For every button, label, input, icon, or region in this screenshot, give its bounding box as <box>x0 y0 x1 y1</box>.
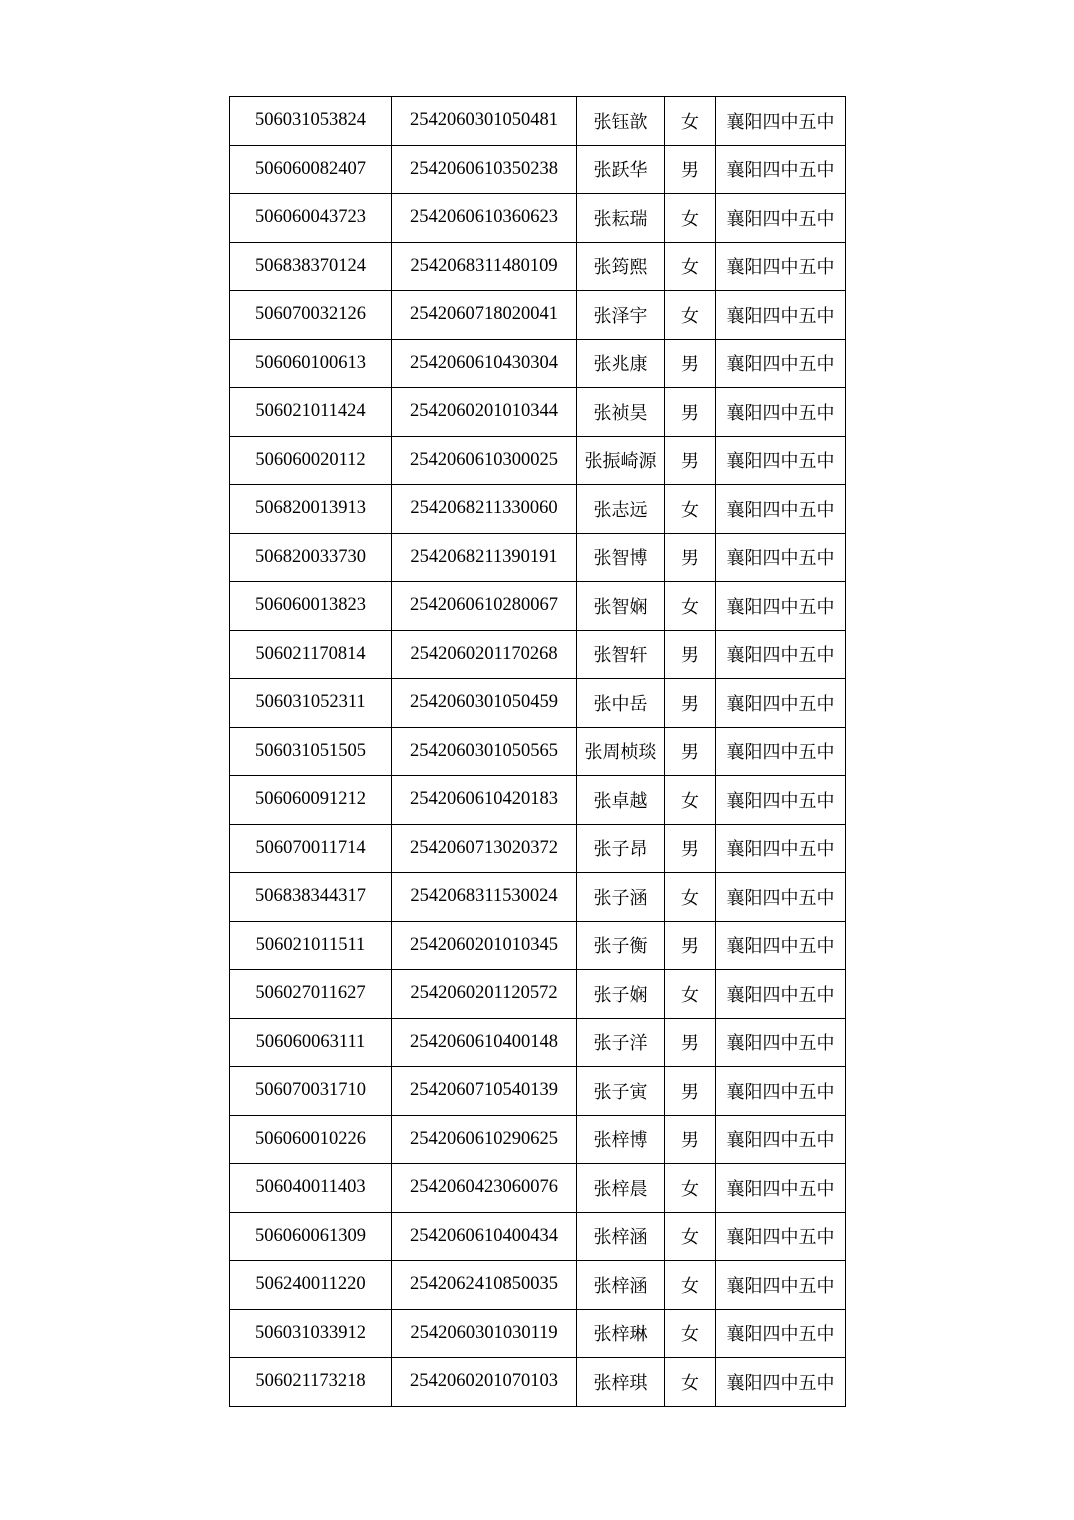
registration-number-cell: 2542060301050481 <box>392 97 577 146</box>
registration-number-cell: 2542068211390191 <box>392 533 577 582</box>
registration-number-cell: 2542060610290625 <box>392 1115 577 1164</box>
gender-cell: 女 <box>665 776 716 825</box>
student-name-cell: 张梓涵 <box>577 1212 665 1261</box>
school-cell: 襄阳四中五中 <box>716 339 846 388</box>
table-row <box>230 1115 846 1164</box>
student-name-cell: 张筠熙 <box>577 242 665 291</box>
student-name-cell: 张泽宇 <box>577 291 665 340</box>
school-cell: 襄阳四中五中 <box>716 1115 846 1164</box>
school-cell: 襄阳四中五中 <box>716 582 846 631</box>
student-name-cell: 张祯昊 <box>577 388 665 437</box>
gender-cell: 女 <box>665 582 716 631</box>
registration-number-cell: 2542060610360623 <box>392 194 577 243</box>
table-row <box>230 630 846 679</box>
school-cell: 襄阳四中五中 <box>716 242 846 291</box>
table-row <box>230 1212 846 1261</box>
school-cell: 襄阳四中五中 <box>716 485 846 534</box>
gender-cell: 女 <box>665 194 716 243</box>
registration-number-cell: 2542060201120572 <box>392 970 577 1019</box>
student-name-cell: 张子洋 <box>577 1018 665 1067</box>
gender-cell: 女 <box>665 1261 716 1310</box>
exam-number-cell: 506021011511 <box>230 921 392 970</box>
student-name-cell: 张周桢琰 <box>577 727 665 776</box>
school-cell: 襄阳四中五中 <box>716 776 846 825</box>
table-row <box>230 145 846 194</box>
table-row <box>230 388 846 437</box>
registration-number-cell: 2542060610400434 <box>392 1212 577 1261</box>
student-name-cell: 张中岳 <box>577 679 665 728</box>
exam-number-cell: 506820013913 <box>230 485 392 534</box>
registration-number-cell: 2542060610300025 <box>392 436 577 485</box>
registration-number-cell: 2542068211330060 <box>392 485 577 534</box>
registration-number-cell: 2542068311480109 <box>392 242 577 291</box>
exam-number-cell: 506070031710 <box>230 1067 392 1116</box>
table-row <box>230 97 846 146</box>
student-name-cell: 张钰歆 <box>577 97 665 146</box>
table-row <box>230 776 846 825</box>
gender-cell: 女 <box>665 873 716 922</box>
registration-number-cell: 2542060610400148 <box>392 1018 577 1067</box>
student-name-cell: 张子娴 <box>577 970 665 1019</box>
school-cell: 襄阳四中五中 <box>716 533 846 582</box>
registration-number-cell: 2542060718020041 <box>392 291 577 340</box>
exam-number-cell: 506060100613 <box>230 339 392 388</box>
gender-cell: 女 <box>665 1164 716 1213</box>
student-name-cell: 张跃华 <box>577 145 665 194</box>
student-name-cell: 张梓琳 <box>577 1309 665 1358</box>
exam-number-cell: 506060063111 <box>230 1018 392 1067</box>
table-row <box>230 1261 846 1310</box>
registration-number-cell: 2542060201010345 <box>392 921 577 970</box>
school-cell: 襄阳四中五中 <box>716 1018 846 1067</box>
gender-cell: 男 <box>665 388 716 437</box>
gender-cell: 男 <box>665 727 716 776</box>
school-cell: 襄阳四中五中 <box>716 679 846 728</box>
school-cell: 襄阳四中五中 <box>716 1067 846 1116</box>
gender-cell: 男 <box>665 533 716 582</box>
gender-cell: 男 <box>665 339 716 388</box>
school-cell: 襄阳四中五中 <box>716 1261 846 1310</box>
gender-cell: 女 <box>665 291 716 340</box>
registration-number-cell: 2542068311530024 <box>392 873 577 922</box>
student-name-cell: 张卓越 <box>577 776 665 825</box>
student-name-cell: 张子寅 <box>577 1067 665 1116</box>
exam-number-cell: 506027011627 <box>230 970 392 1019</box>
school-cell: 襄阳四中五中 <box>716 1358 846 1407</box>
student-name-cell: 张智轩 <box>577 630 665 679</box>
school-cell: 襄阳四中五中 <box>716 824 846 873</box>
student-name-cell: 张耘瑞 <box>577 194 665 243</box>
exam-number-cell: 506060010226 <box>230 1115 392 1164</box>
school-cell: 襄阳四中五中 <box>716 194 846 243</box>
exam-number-cell: 506031052311 <box>230 679 392 728</box>
exam-number-cell: 506060061309 <box>230 1212 392 1261</box>
student-name-cell: 张子昂 <box>577 824 665 873</box>
school-cell: 襄阳四中五中 <box>716 970 846 1019</box>
exam-number-cell: 506021011424 <box>230 388 392 437</box>
exam-number-cell: 506021173218 <box>230 1358 392 1407</box>
exam-number-cell: 506820033730 <box>230 533 392 582</box>
exam-number-cell: 506021170814 <box>230 630 392 679</box>
student-name-cell: 张志远 <box>577 485 665 534</box>
registration-number-cell: 2542060610420183 <box>392 776 577 825</box>
gender-cell: 男 <box>665 824 716 873</box>
table-row <box>230 921 846 970</box>
gender-cell: 女 <box>665 970 716 1019</box>
school-cell: 襄阳四中五中 <box>716 97 846 146</box>
gender-cell: 男 <box>665 436 716 485</box>
registration-number-cell: 2542060713020372 <box>392 824 577 873</box>
gender-cell: 男 <box>665 1067 716 1116</box>
school-cell: 襄阳四中五中 <box>716 1309 846 1358</box>
table-row <box>230 679 846 728</box>
exam-number-cell: 506031053824 <box>230 97 392 146</box>
student-name-cell: 张梓涵 <box>577 1261 665 1310</box>
gender-cell: 女 <box>665 1309 716 1358</box>
table-row <box>230 339 846 388</box>
student-name-cell: 张振崎源 <box>577 436 665 485</box>
student-name-cell: 张梓博 <box>577 1115 665 1164</box>
registration-number-cell: 2542060610280067 <box>392 582 577 631</box>
school-cell: 襄阳四中五中 <box>716 145 846 194</box>
registration-number-cell: 2542060610430304 <box>392 339 577 388</box>
table-row <box>230 873 846 922</box>
gender-cell: 男 <box>665 630 716 679</box>
exam-number-cell: 506040011403 <box>230 1164 392 1213</box>
student-name-cell: 张兆康 <box>577 339 665 388</box>
registration-number-cell: 2542060301050459 <box>392 679 577 728</box>
table-row <box>230 436 846 485</box>
registration-number-cell: 2542060201010344 <box>392 388 577 437</box>
exam-number-cell: 506060043723 <box>230 194 392 243</box>
table-row <box>230 485 846 534</box>
exam-number-cell: 506240011220 <box>230 1261 392 1310</box>
table-row <box>230 194 846 243</box>
exam-number-cell: 506031033912 <box>230 1309 392 1358</box>
registration-number-cell: 2542060610350238 <box>392 145 577 194</box>
gender-cell: 女 <box>665 1358 716 1407</box>
exam-number-cell: 506070011714 <box>230 824 392 873</box>
exam-number-cell: 506060013823 <box>230 582 392 631</box>
student-name-cell: 张梓琪 <box>577 1358 665 1407</box>
school-cell: 襄阳四中五中 <box>716 436 846 485</box>
gender-cell: 女 <box>665 97 716 146</box>
exam-number-cell: 506060020112 <box>230 436 392 485</box>
school-cell: 襄阳四中五中 <box>716 727 846 776</box>
school-cell: 襄阳四中五中 <box>716 1164 846 1213</box>
table-row <box>230 1309 846 1358</box>
table-row <box>230 727 846 776</box>
registration-number-cell: 2542060423060076 <box>392 1164 577 1213</box>
table-row <box>230 291 846 340</box>
table-row <box>230 533 846 582</box>
gender-cell: 女 <box>665 1212 716 1261</box>
student-name-cell: 张子衡 <box>577 921 665 970</box>
exam-number-cell: 506838370124 <box>230 242 392 291</box>
table-row <box>230 1164 846 1213</box>
student-name-cell: 张智博 <box>577 533 665 582</box>
table-row <box>230 242 846 291</box>
exam-number-cell: 506838344317 <box>230 873 392 922</box>
registration-number-cell: 2542060710540139 <box>392 1067 577 1116</box>
gender-cell: 男 <box>665 145 716 194</box>
gender-cell: 男 <box>665 679 716 728</box>
exam-number-cell: 506060082407 <box>230 145 392 194</box>
table-row <box>230 1018 846 1067</box>
table-row <box>230 1358 846 1407</box>
registration-number-cell: 2542062410850035 <box>392 1261 577 1310</box>
student-name-cell: 张子涵 <box>577 873 665 922</box>
registration-number-cell: 2542060201170268 <box>392 630 577 679</box>
registration-number-cell: 2542060201070103 <box>392 1358 577 1407</box>
table-row <box>230 970 846 1019</box>
gender-cell: 男 <box>665 1115 716 1164</box>
table-row <box>230 1067 846 1116</box>
school-cell: 襄阳四中五中 <box>716 388 846 437</box>
gender-cell: 女 <box>665 485 716 534</box>
gender-cell: 男 <box>665 1018 716 1067</box>
registration-number-cell: 2542060301050565 <box>392 727 577 776</box>
student-roster-table <box>229 96 846 1407</box>
exam-number-cell: 506031051505 <box>230 727 392 776</box>
student-name-cell: 张梓晨 <box>577 1164 665 1213</box>
exam-number-cell: 506060091212 <box>230 776 392 825</box>
school-cell: 襄阳四中五中 <box>716 291 846 340</box>
school-cell: 襄阳四中五中 <box>716 921 846 970</box>
registration-number-cell: 2542060301030119 <box>392 1309 577 1358</box>
gender-cell: 男 <box>665 921 716 970</box>
school-cell: 襄阳四中五中 <box>716 1212 846 1261</box>
roster-body <box>230 97 846 1407</box>
exam-number-cell: 506070032126 <box>230 291 392 340</box>
table-row <box>230 824 846 873</box>
table-row <box>230 582 846 631</box>
gender-cell: 女 <box>665 242 716 291</box>
student-name-cell: 张智娴 <box>577 582 665 631</box>
school-cell: 襄阳四中五中 <box>716 630 846 679</box>
school-cell: 襄阳四中五中 <box>716 873 846 922</box>
